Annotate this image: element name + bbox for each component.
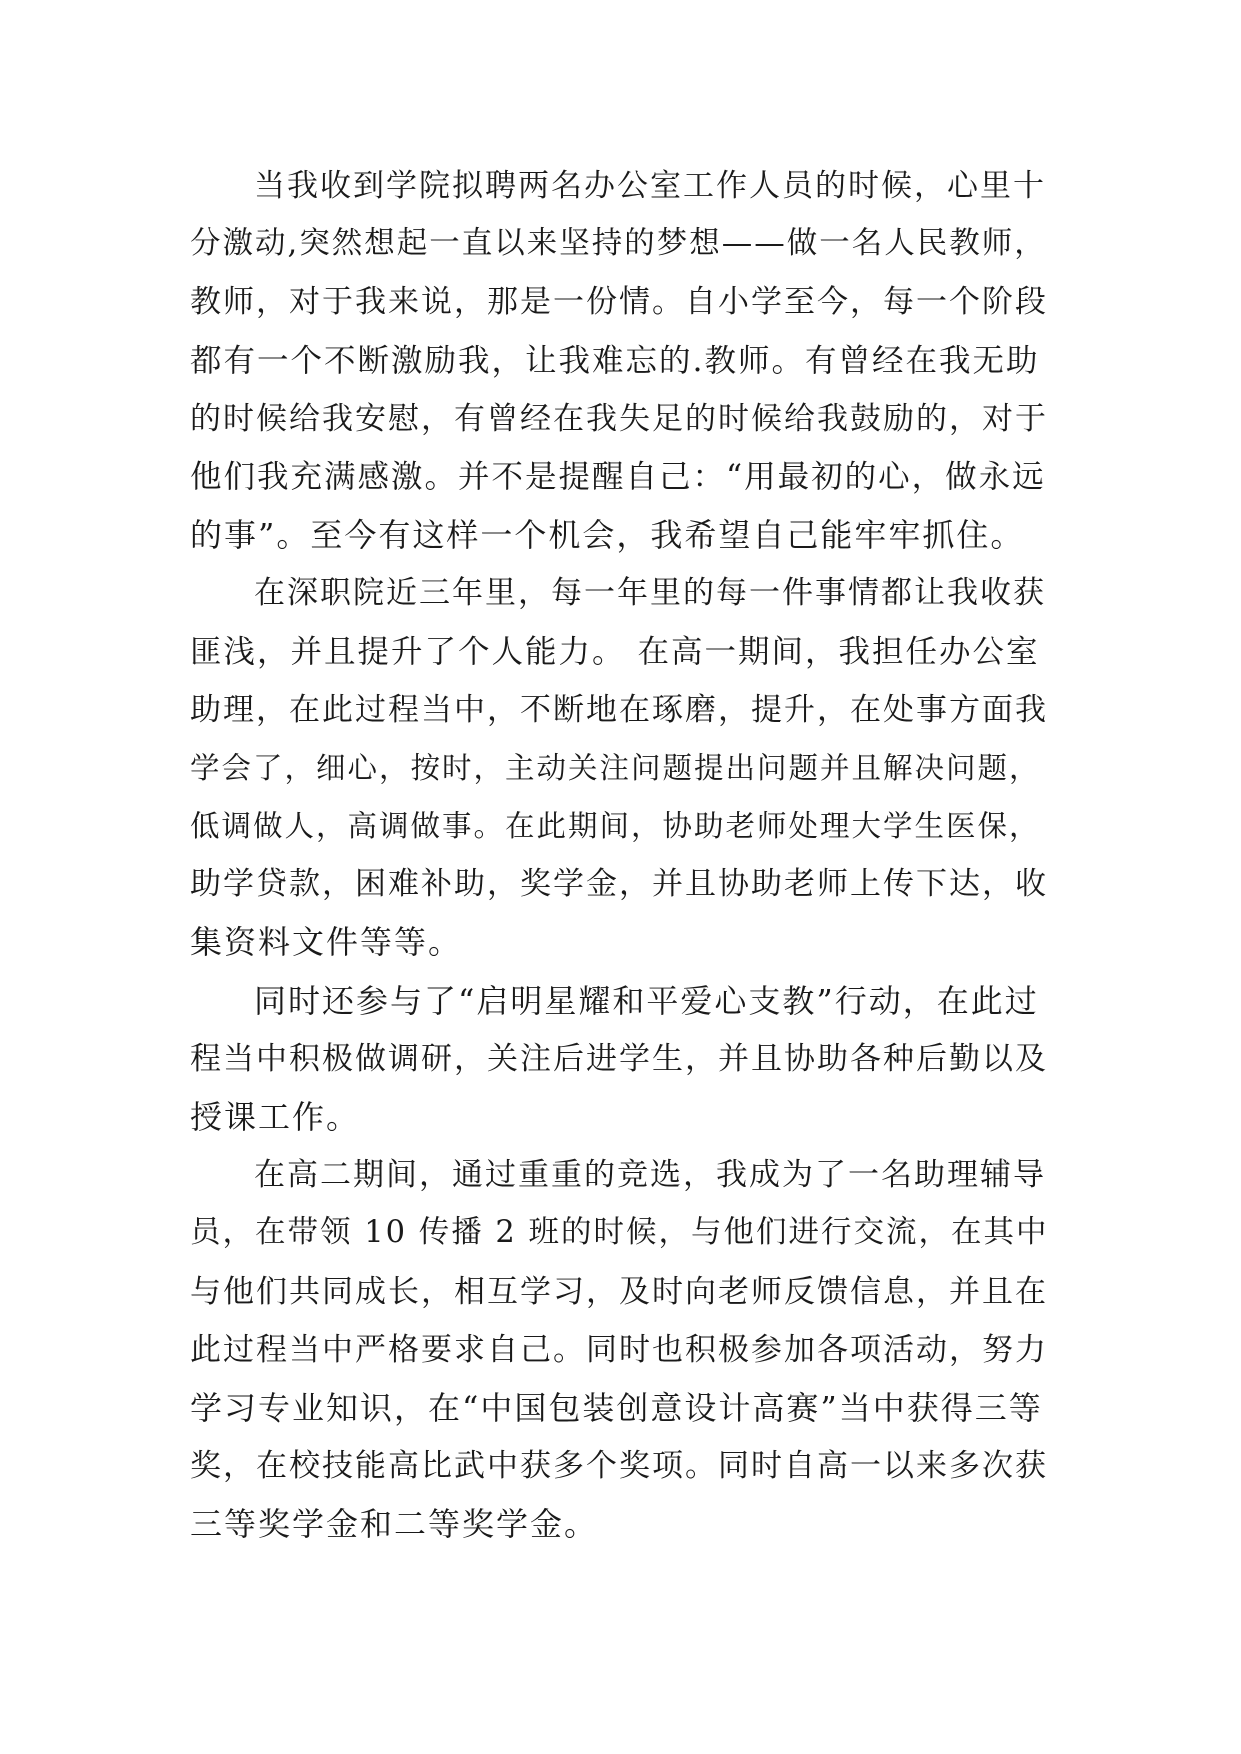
text-line: 在高二期间，通过重重的竞选，我成为了一名助理辅导 — [254, 1157, 1046, 1194]
text-line: 分激动,突然想起一直以来坚持的梦想——做一名人民教师， — [190, 226, 1047, 262]
text-line: 低调做人，高调做事。在此期间，协助老师处理大学生医保， — [190, 809, 1041, 844]
text-line: 程当中积极做调研，关注后进学生，并且协助各种后勤以及 — [190, 1040, 1048, 1077]
text-line: 在深职院近三年里，每一年里的每一件事情都让我收获 — [254, 575, 1046, 612]
text-line: 都有一个不断激励我，让我难忘的.教师。有曾经在我无助 — [190, 342, 1040, 379]
text-line: 集资料文件等等。 — [190, 923, 463, 962]
text-line: 奖，在校技能高比武中获多个奖项。同时自高一以来多次获 — [190, 1448, 1048, 1485]
text-line: 与他们共同成长，相互学习，及时向老师反馈信息，并且在 — [190, 1273, 1048, 1310]
text-line: 三等奖学金和二等奖学金。 — [190, 1505, 599, 1544]
text-line: 当我收到学院拟聘两名办公室工作人员的时候，心里十 — [254, 168, 1046, 204]
text-line: 他们我充满感激。并不是提醒自己：“用最初的心，做永远 — [190, 458, 1046, 495]
text-line: 教师，对于我来说，那是一份情。自小学至今，每一个阶段 — [190, 284, 1048, 321]
text-line: 同时还参与了“启明星耀和平爱心支教”行动，在此过 — [254, 981, 1039, 1020]
document-body — [190, 157, 1050, 1554]
text-line: 的事”。至今有这样一个机会，我希望自己能牢牢抓住。 — [190, 516, 1025, 555]
text-line: 学会了，细心，按时，主动关注问题提出问题并且解决问题， — [190, 750, 1041, 785]
text-line: 学习专业知识，在“中国包装创意设计高赛”当中获得三等 — [190, 1388, 1043, 1427]
text-line: 的时候给我安慰，有曾经在我失足的时候给我鼓励的，对于 — [190, 400, 1048, 437]
text-line: 此过程当中严格要求自己。同时也积极参加各项活动，努力 — [190, 1331, 1048, 1368]
text-line: 助理，在此过程当中，不断地在琢磨，提升，在处事方面我 — [190, 691, 1048, 728]
text-line: 助学贷款，困难补助，奖学金，并且协助老师上传下达，收 — [190, 866, 1048, 903]
text-line: 授课工作。 — [190, 1098, 361, 1136]
text-line: 员，在带领 10 传播 2 班的时候，与他们进行交流，在其中 — [190, 1215, 1049, 1251]
text-line: 匪浅，并且提升了个人能力。 在高一期间，我担任办公室 — [190, 633, 1040, 670]
